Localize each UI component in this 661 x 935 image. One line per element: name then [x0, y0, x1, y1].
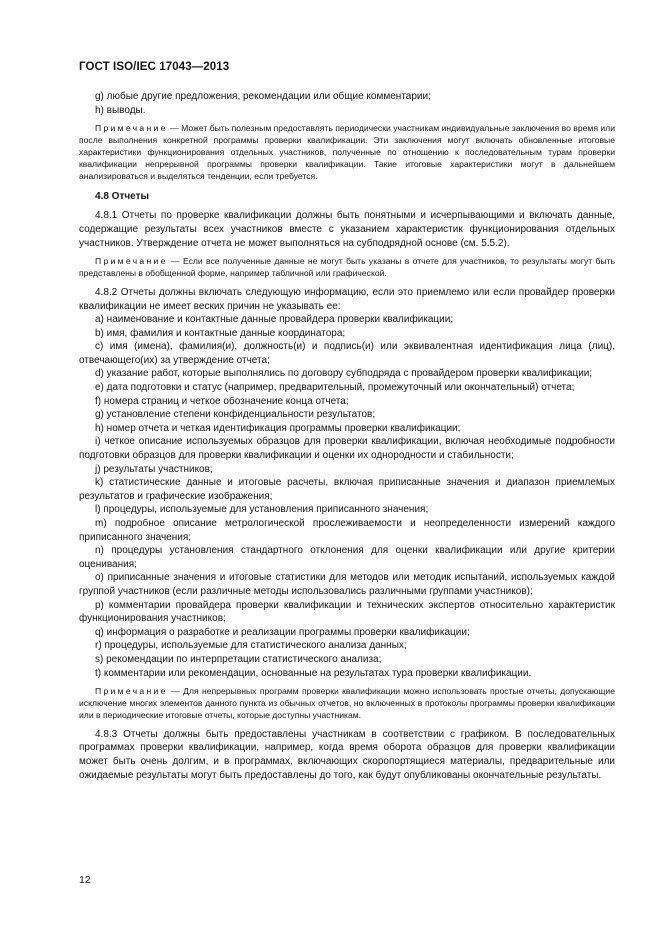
list-item: d) указание работ, которые выполнялись по договору субподряда с провайдером проверки квалификации;	[95, 368, 593, 380]
paragraph-4-8-3: 4.8.3 Отчеты должны быть предоставлены участникам в соответствии с графиком. В последовательных программах проверки квалификации, например, когда время оборота образцов для проверки квалификации может быть очень долгим, и в программах, включающих скоропортящиеся материалы, предварительные или ожидаемые результаты могут быть предоставлены до того, как будут опубликованы окончательные результаты.	[79, 728, 615, 781]
list-item: q) информация о разработке и реализации программы проверки квалификации;	[95, 626, 470, 638]
note-1: Примечание — Может быть полезным предоставлять периодически участникам индивидуальные заключения во время или после выполнения конкретной программы проверки квалификации. Эти заключения могут включать обновленные итоговые характеристики функционирования отдельных участников, полученные по отношению к последовательным турам проверки квалификации непрерывной программы проверки квалификации. Такие итоговые характеристики могут в дальнейшем анализироваться и выделяться тенденции, если требуется.	[79, 123, 615, 181]
list-item: a) наименование и контактные данные провайдера проверки квалификации;	[95, 314, 454, 326]
list-item-h: h) выводы.	[95, 104, 146, 116]
list-item-g: g) любые другие предложения, рекомендации или общие комментарии;	[95, 91, 431, 102]
list-item: i) четкое описание используемых образцов для проверки квалификации, включая необходимые подробности подготовки образцов для проверки квалификации и оценки их однородности и стабильности;	[79, 436, 615, 462]
list-item: c) имя (имена), фамилия(и), должность(и) и подпись(и) или эквивалентная идентификация лица (лиц), отвечающего(их) за утверждение отчета;	[79, 341, 615, 366]
section-heading: 4.8 Отчеты	[95, 190, 150, 202]
list-item: j) результаты участников;	[95, 463, 213, 475]
list-item: f) номера страниц и четкое обозначение конца отчета;	[95, 395, 349, 407]
note-text: Для непрерывных программ проверки квалификации можно использовать простые отчеты, допускающие исключение многих элементов данного пункта из обычных отчетов, но включенных в протоколы программы проверки квалификации или в периодические итоговые отчеты, которые доступны участникам.	[79, 686, 615, 720]
list-item: o) приписанные значения и итоговые статистики для методов или методик испытаний, используемых каждой группой участников (если различные методы использовались различными группами участников);	[79, 572, 615, 597]
note-text: Если все полученные данные не могут быть указаны в отчете для участников, то результаты могут быть представлены в обобщенной форме, например табличной или графической.	[79, 256, 615, 278]
list-item: e) дата подготовки и статус (например, предварительный, промежуточный или окончательный) отчета;	[95, 382, 575, 394]
list-item: l) процедуры, используемые для установления приписанного значения;	[95, 504, 429, 516]
note-2: Примечание — Если все полученные данные не могут быть указаны в отчете для участников, то результаты могут быть представлены в обобщенной форме, например табличной или графической.	[79, 256, 615, 278]
note-label: Примечание	[95, 256, 168, 267]
note-text: Может быть полезным предоставлять периодически участникам индивидуальные заключения во время или после выполнения конкретной программы проверки квалификации. Эти заключения могут включать обновленные итоговые характеристики функционирования отдельных участников, полученные по отношению к последовательным турам проверки квалификации непрерывной программы проверки квалификации. Такие итоговые характеристики могут в дальнейшем анализироваться и выделяться тенденции, если требуется.	[79, 123, 615, 181]
paragraph-4-8-1: 4.8.1 Отчеты по проверке квалификации должны быть понятными и исчерпывающими и включать данные, содержащие результаты всех участников вместе с указанием характеристик функционирования отдельных участников. Утверждение отчета не может выполняться на субподрядной основе (см. 5.5.2).	[79, 210, 615, 249]
paragraph-4-8-2: 4.8.2 Отчеты должны включать следующую информацию, если это приемлемо или если провайдер проверки квалификации не имеет веских причин не указывать ее:	[79, 286, 615, 312]
list-item: p) комментарии провайдера проверки квалификации и технических экспертов относительно характеристик функционирования участников;	[79, 599, 615, 625]
document-body	[79, 90, 615, 782]
list-item: r) процедуры, используемые для статистического анализа данных;	[95, 640, 407, 652]
list-item: h) номер отчета и четкая идентификация программы проверки квалификации;	[95, 422, 461, 434]
note-label: Примечание	[95, 123, 168, 134]
document-header: ГОСТ ISO/IEC 17043—2013	[79, 61, 230, 73]
page-number: 12	[79, 874, 91, 886]
list-item: g) установление степени конфиденциальности результатов;	[95, 409, 376, 421]
list-item: m) подробное описание метрологической прослеживаемости и неопределенности измерений каждого приписанного значения;	[79, 518, 615, 543]
list-item: s) рекомендации по интерпретации статистического анализа;	[95, 653, 382, 665]
list-item: n) процедуры установления стандартного отклонения для оценки квалификации или другие критерии оценивания;	[79, 545, 615, 570]
list-item: b) имя, фамилия и контактные данные координатора;	[95, 327, 346, 339]
list-item: t) комментарии или рекомендации, основанные на результатах тура проверки квалификации.	[95, 667, 532, 679]
note-label: Примечание	[95, 686, 168, 697]
list-item: k) статистические данные и итоговые расчеты, включая приписанные значения и диапазон приемлемых результатов и графические изображения;	[79, 477, 615, 502]
note-3: Примечание — Для непрерывных программ проверки квалификации можно использовать простые отчеты, допускающие исключение многих элементов данного пункта из обычных отчетов, но включенных в протоколы программы проверки квалификации или в периодические итоговые отчеты, которые доступны участникам.	[79, 686, 615, 720]
